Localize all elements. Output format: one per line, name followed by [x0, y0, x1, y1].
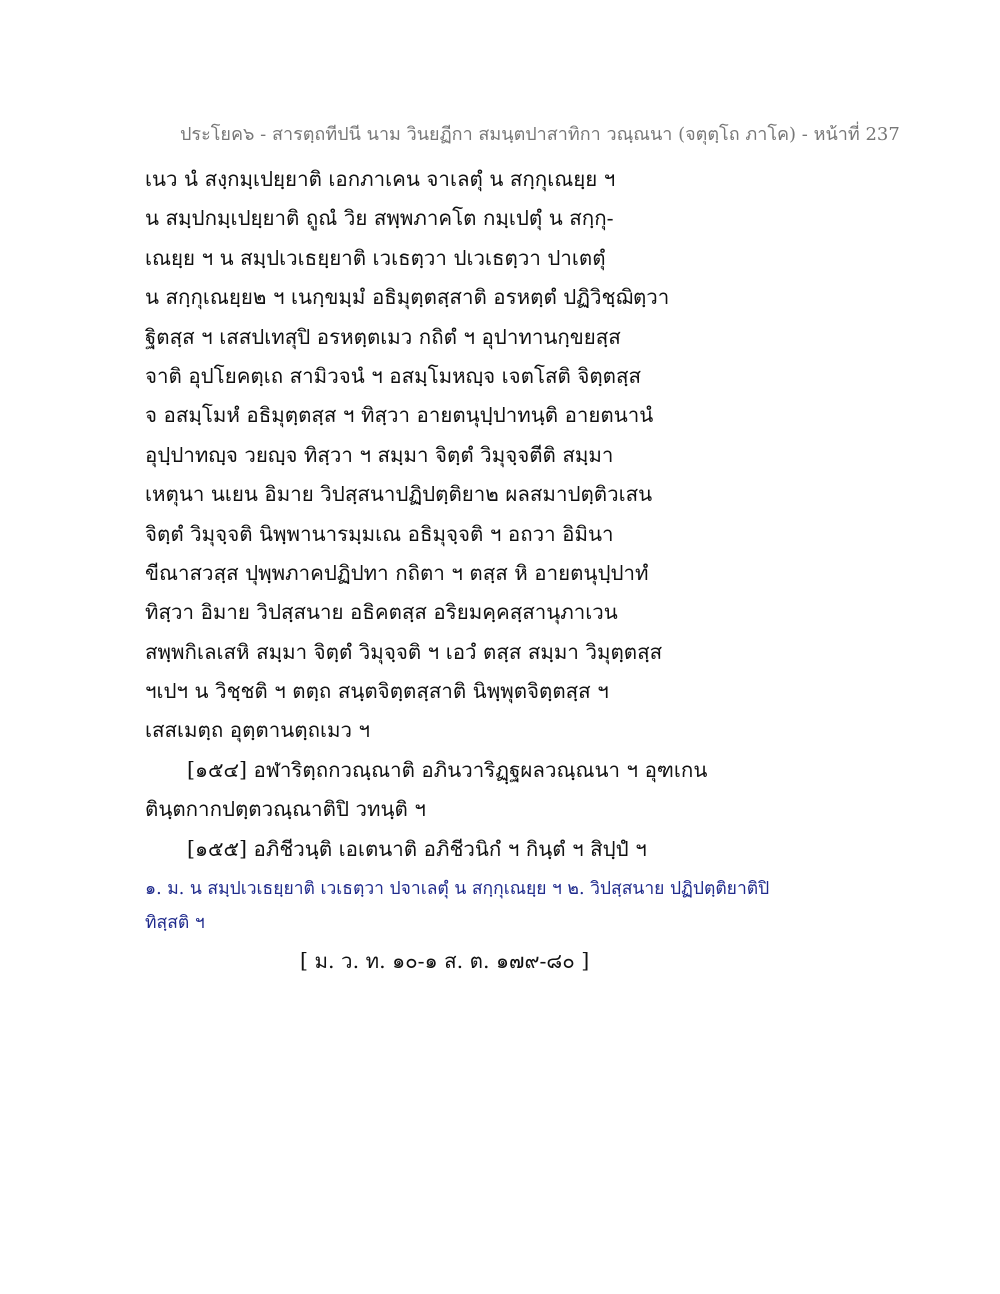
body-line: เนว นํ สงฺกมฺเปยฺยาติ เอกภาเคน จาเลตุํ น สกฺกุเณยฺย ฯ: [145, 167, 616, 191]
body-line: ขีณาสวสฺส ปุพฺพภาคปฏิปทา กถิตา ฯ ตสฺส หิ อายตนุปฺปาทํ: [145, 560, 649, 585]
paragraph-154-first-line: [๑๕๔] อฬาริตฺถกวณฺณาติ อภินวาริฏฺฐผลวณฺณนา ฯ อุฑเกน: [187, 757, 708, 782]
paragraph-154-second-line: ตินฺตกากปตฺตวณฺณาติปิ วทนฺติ ฯ: [145, 797, 426, 822]
body-line: จิตฺตํ วิมุจฺจติ นิพฺพานารมฺมเณ อธิมุจฺจติ ฯ อถวา อิมินา: [145, 521, 614, 546]
source-reference: [ ม. ว. ท. ๑๐-๑ ส. ต. ๑๗๙-๘๐ ]: [300, 949, 590, 973]
body-line: เสสเมตฺถ อุตฺตานตฺถเมว ฯ: [145, 718, 371, 743]
body-line: จาติ อุปโยคตฺเถ สามิวจนํ ฯ อสมฺโมหญฺจ เจตโสติ จิตฺตสฺส: [145, 363, 641, 388]
body-line: น สมฺปกมฺเปยฺยาติ ถูณํ วิย สพฺพภาคโต กมฺเปตุํ น สกฺกุ-: [145, 206, 614, 231]
body-line: ฐิตสฺส ฯ เสสปเทสุปิ อรหตฺตเมว กถิตํ ฯ อุปาทานกฺขยสฺส: [145, 324, 621, 349]
paragraph-155: [๑๕๕] อภิชีวนฺติ เอเตนาติ อภิชีวนิกํ ฯ กินฺตํ ฯ สิปฺปํ ฯ: [187, 836, 647, 861]
running-header: ประโยค๖ - สารตฺถทีปนี นาม วินยฏีกา สมนฺตปาสาทิกา วณฺณนา (จตุตฺโถ ภาโค) - หน้าที่ 237: [180, 124, 900, 145]
footnote-line: ๑. ม. น สมฺปเวเธยฺยาติ เวเธตฺวา ปจาเลตุํ น สกฺกุเณยฺย ฯ ๒. วิปสฺสนาย ปฏิปตฺติยาติปิ: [145, 879, 770, 899]
footnotes: [145, 872, 770, 940]
body-line: เหตุนา นเยน อิมาย วิปสฺสนาปฏิปตฺติยา๒ ผลสมาปตฺติวเสน: [145, 482, 653, 507]
body-line: อุปฺปาทญฺจ วยญฺจ ทิสฺวา ฯ สมฺมา จิตฺตํ วิมุจฺจตีติ สมฺมา: [145, 442, 614, 467]
body-line: จ อสมฺโมหํ อธิมุตฺตสฺส ฯ ทิสฺวา อายตนุปฺปาทนฺติ อายตนานํ: [145, 403, 654, 428]
body-line: น สกฺกุเณยฺย๒ ฯ เนกฺขมฺมํ อธิมุตฺตสฺสาติ อรหตฺตํ ปฏิวิชฺฌิตฺวา: [145, 285, 670, 310]
body-line: ทิสฺวา อิมาย วิปสฺสนาย อธิคตสฺส อริยมคฺคสฺสานุภาเวน: [145, 600, 618, 625]
body-line: ฯเปฯ น วิชฺชติ ฯ ตตฺถ สนฺตจิตฺตสฺสาติ นิพฺพุตจิตฺตสฺส ฯ: [145, 679, 609, 704]
body-text: [145, 160, 708, 869]
body-line: เณยฺย ฯ น สมฺปเวเธยฺยาติ เวเธตฺวา ปเวเธตฺวา ปาเตตุํ: [145, 245, 606, 270]
footnote-line: ทิสฺสติ ฯ: [145, 913, 205, 933]
body-line: สพฺพกิเลเสหิ สมฺมา จิตฺตํ วิมุจฺจติ ฯ เอวํ ตสฺส สมฺมา วิมุตฺตสฺส: [145, 639, 663, 664]
